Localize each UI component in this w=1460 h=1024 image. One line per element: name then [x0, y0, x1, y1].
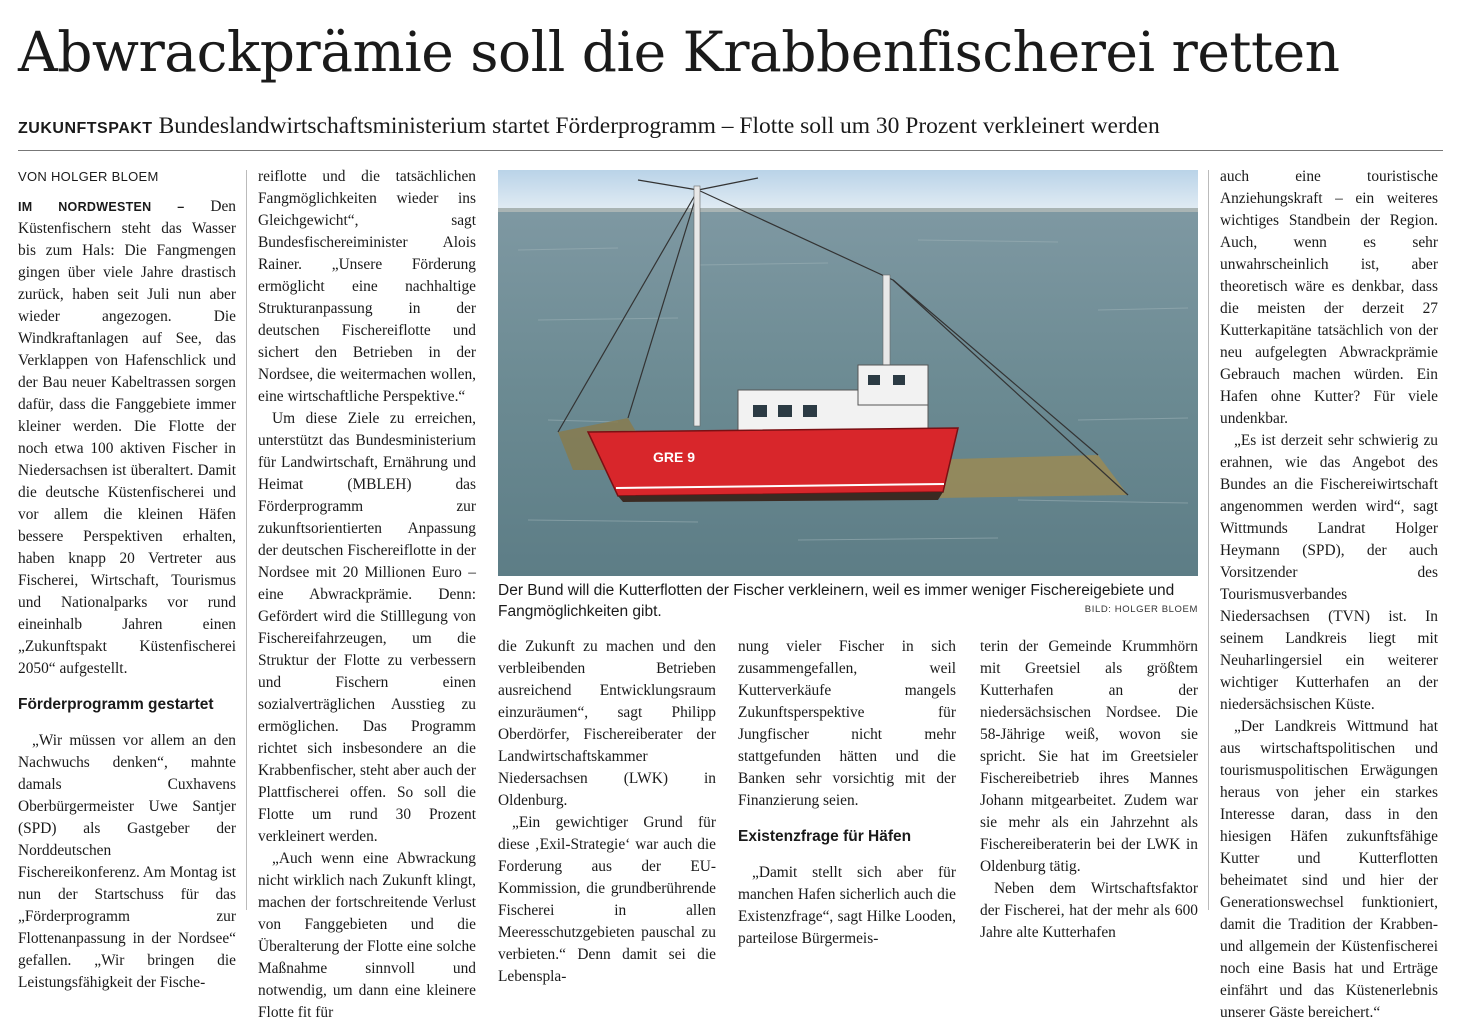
- subhead-existenzfrage: Existenzfrage für Häfen: [738, 828, 912, 845]
- subhead-foerderprogramm: Förderprogramm gestartet: [18, 696, 214, 713]
- article-column-4: [738, 636, 956, 950]
- article-paragraph: „Auch wenn eine Abwrackung nicht wirklich nach Zukunft klingt, machen der fortschreitende Verlust von Fanggebieten und die Überalterung der Flotte eine solche Maßnahme sinnvoll und notwendig, um dann eine kleinere Flotte fit für: [258, 850, 476, 1021]
- boat-illustration: [498, 170, 1198, 576]
- headline: Abwrackprämie soll die Krabbenfischerei retten: [18, 20, 1340, 84]
- photo-credit: BILD: HOLGER BLOEM: [1084, 604, 1198, 615]
- article-paragraph: „Damit stellt sich aber für manchen Hafen sicherlich auch die Existenzfrage“, sagt Hilke Looden, parteilose Bürgermeis-: [738, 864, 956, 947]
- article-paragraph: terin der Gemeinde Krummhörn mit Greetsiel als größtem Kutterhafen an der niedersächsischen Nordsee. Die 58-Jährige weiß, wovon sie spricht. Sie hat im Greetsieler Fischereibetrieb ihres Mannes Johann mitgearbeitet. Zudem war sie mehr als ein Jahrzehnt als Fischereiberaterin bei der LWK in Oldenburg tätig.: [980, 638, 1198, 875]
- paragraph-text: Den Küstenfischern steht das Wasser bis zum Hals: Die Fangmengen gingen über viele Jahre drastisch zurück, haben seit Juli nun aber wieder angezogen. Die Windkraftanlagen auf See, das Verklappen von Hafenschlick und der Bau neuer Kabeltrassen sorgen dafür, dass die Fanggebiete immer kleiner werden. Die Flotte der noch etwa 100 aktiven Fischer in Niedersachsen ist überaltert. Damit die deutsche Küstenfischerei und vor allem die kleinen Häfen bessere Perspektiven erhalten, haben knapp 20 Vertreter aus Fischerei, Wirtschaft, Tourismus und Nationalparks vor rund eineinhalb Jahren einen „Zukunftspakt Küstenfischerei 2050“ aufgestellt.: [18, 198, 236, 677]
- boat-registration: GRE 9: [653, 449, 696, 465]
- photo-caption: Der Bund will die Kutterflotten der Fischer verkleinern, weil es immer weniger Fischereigebiete und Fangmöglichkeiten gibt.: [498, 582, 1175, 620]
- kicker: ZUKUNFTSPAKT: [18, 120, 153, 137]
- article-column-1: [18, 166, 236, 994]
- column-divider: [246, 170, 247, 910]
- article-column-2: [258, 166, 476, 1024]
- dateline: IM NORDWESTEN –: [18, 200, 185, 214]
- byline: VON HOLGER BLOEM: [18, 169, 159, 184]
- article-paragraph: Neben dem Wirtschaftsfaktor der Fischerei, hat der mehr als 600 Jahre alte Kutterhafen: [980, 880, 1198, 941]
- article-paragraph: „Der Landkreis Wittmund hat aus wirtschaftspolitischen und tourismuspolitischen Erwägungen heraus von jeher ein starkes Interesse daran, dass in den hiesigen Häfen zukunftsfähige Kutter und Kutterflotten beheimatet sind und hier der Generationswechsel funktioniert, damit die Tradition der Krabben- und allgemein der Küstenfischerei noch eine Basis hat und Erträge einfährt und das Küstenerlebnis unserer Gäste bereichert.“: [1220, 718, 1438, 1021]
- article-paragraph: „Es ist derzeit sehr schwierig zu erahnen, wie das Angebot des Bundes an die Fischereiwirtschaft angenommen werden wird“, sagt Wittmunds Landrat Holger Heymann (SPD), der auch Vorsitzender des Tourismusverbandes Niedersachsen (TVN) ist. In seinem Landkreis liegt mit Neuharlingersiel ein weiterer wichtiger Kutterhafen an der niedersächsischen Küste.: [1220, 432, 1438, 713]
- article-paragraph: die Zukunft zu machen und den verbleibenden Betrieben ausreichend Entwicklungsraum einzuräumen“, sagt Philipp Oberdörfer, Fischereiberater der Landwirtschaftskammer Niedersachsen (LWK) in Oldenburg.: [498, 638, 716, 809]
- article-column-5: [980, 636, 1198, 944]
- article-paragraph: „Ein gewichtiger Grund für diese ‚Exil-Strategie‘ war auch die Forderung aus der EU-Kommission, die grundberührende Fischerei in allen Meeresschutzgebieten pauschal zu verbieten.“ Denn damit sei die Lebenspla-: [498, 814, 716, 985]
- article-paragraph: nung vieler Fischer in sich zusammengefallen, weil Kutterverkäufe mangels Zukunftsperspektive für Jungfischer nicht mehr stattgefunden hätten und die Banken sehr vorsichtig mit der Finanzierung seien.: [738, 638, 956, 809]
- article-paragraph: reiflotte und die tatsächlichen Fangmöglichkeiten wieder ins Gleichgewicht“, sagt Bundesfischereiminister Alois Rainer. „Unsere Förderung ermöglicht eine nachhaltige Strukturanpassung in der deutschen Fischereiflotte und sichert den Betrieben in der Nordsee, die weitermachen wollen, eine wirtschaftliche Perspektive.“: [258, 168, 476, 405]
- subheadline-row: [18, 110, 1448, 145]
- column-divider: [1208, 170, 1209, 910]
- subheadline: Bundeslandwirtschaftsministerium startet Förderprogramm – Flotte soll um 30 Prozent verkleinert werden: [158, 113, 1160, 139]
- article-paragraph: [18, 196, 236, 680]
- header-rule: [18, 150, 1443, 151]
- article-column-6: [1220, 166, 1438, 1024]
- article-paragraph: „Wir müssen vor allem an den Nachwuchs denken“, mahnte damals Cuxhavens Oberbürgermeister Uwe Santjer (SPD) als Gastgeber der Norddeutschen Fischereikonferenz. Am Montag ist nun der Startschuss für das „Förderprogramm zur Flottenanpassung in der Nordsee“ gefallen. „Wir bringen die Leistungsfähigkeit der Fische-: [18, 732, 236, 991]
- fishing-boat-photo: [498, 170, 1198, 576]
- article-column-3: [498, 636, 716, 988]
- article-paragraph: auch eine touristische Anziehungskraft – ein weiteres wichtiges Standbein der Region. Auch, wenn es sehr unwahrscheinlich ist, aber theoretisch wäre es denkbar, dass die meisten der derzeit 27 Kutterkapitäne tatsächlich von der neu aufgelegten Abwrackprämie Gebrauch machen würden. Ein Hafen ohne Kutter? Für viele undenkbar.: [1220, 168, 1438, 427]
- article-paragraph: Um diese Ziele zu erreichen, unterstützt das Bundesministerium für Landwirtschaft, Ernährung und Heimat (MBLEH) das Förderprogramm zur zukunftsorientierten Anpassung der deutschen Fischereiflotte in der Nordsee mit 20 Millionen Euro – eine Abwrackprämie. Denn: Gefördert wird die Stilllegung von Fischereifahrzeugen, um die Struktur der Flotte zu verbessern und Fischern einen sozialverträglichen Ausstieg zu ermöglichen. Das Programm richtet sich insbesondere an die Krabbenfischer, steht aber auch der Plattfischerei offen. So soll die Flotte um rund 30 Prozent verkleinert werden.: [258, 410, 476, 845]
